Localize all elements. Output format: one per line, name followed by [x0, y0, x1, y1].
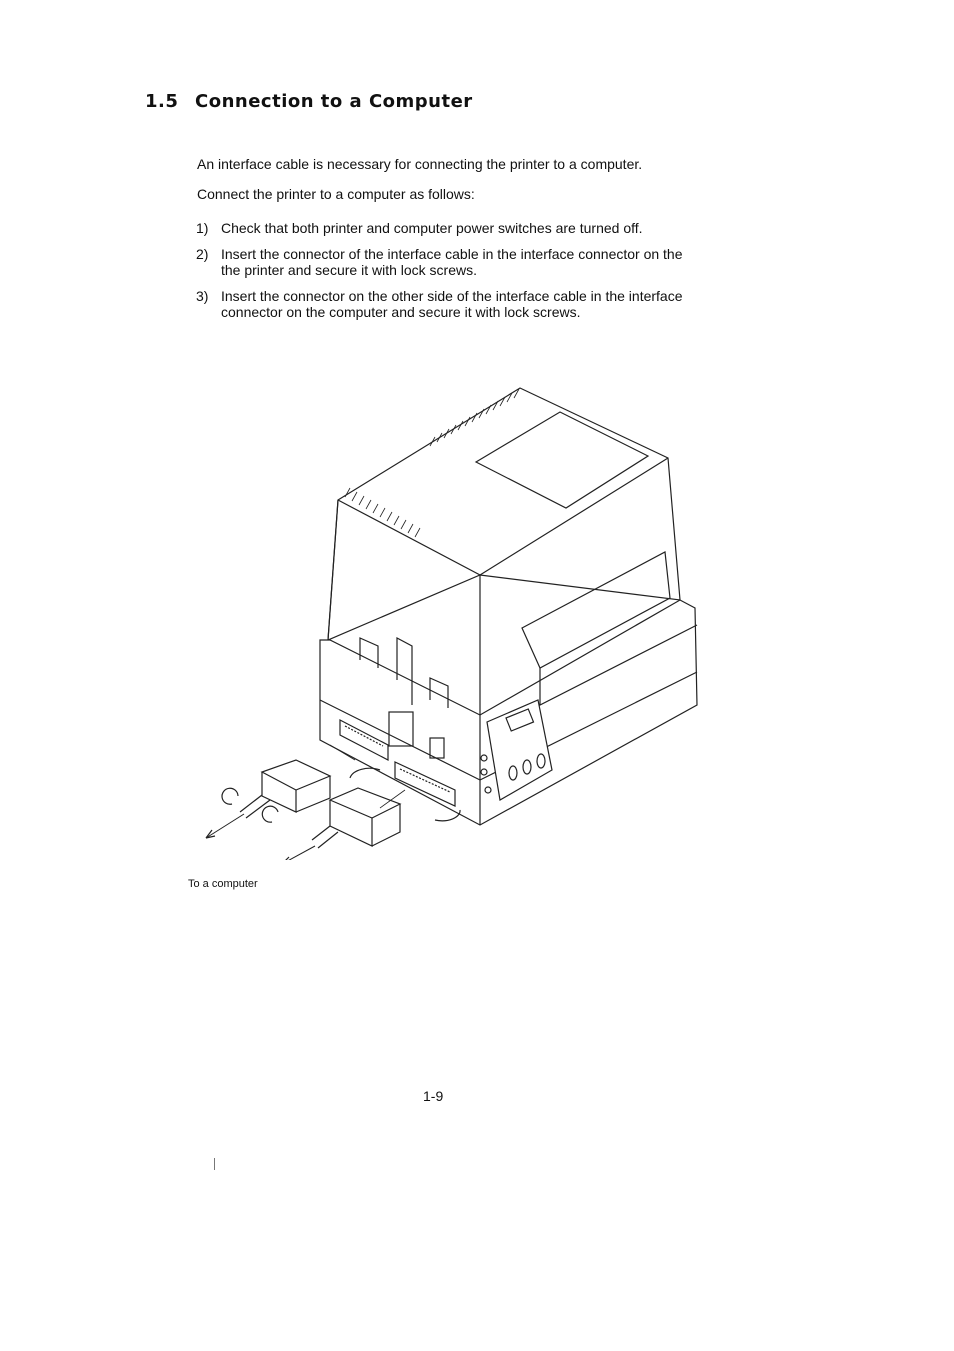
- lock-screw-icon: [222, 788, 238, 804]
- list-item: [196, 288, 736, 320]
- scan-mark: [214, 1158, 215, 1170]
- intro-paragraph-1: An interface cable is necessary for connecting the printer to a computer.: [197, 156, 643, 172]
- step-number: 1): [196, 220, 209, 236]
- section-number: 1.5: [145, 91, 179, 112]
- printer-connection-illustration: [190, 380, 720, 860]
- step-text: Check that both printer and computer power switches are turned off.: [221, 220, 643, 236]
- list-item: [196, 246, 736, 278]
- list-item: [196, 220, 736, 236]
- section-heading: [145, 91, 473, 112]
- step-text: Insert the connector of the interface cable in the interface connector on the: [221, 246, 683, 262]
- lock-screw-icon: [262, 806, 278, 822]
- page-number: 1-9: [423, 1088, 444, 1104]
- cable-connector-left: [206, 760, 330, 838]
- section-title: Connection to a Computer: [195, 91, 473, 112]
- step-number: 2): [196, 246, 209, 262]
- intro-paragraph-2: Connect the printer to a computer as follows:: [197, 186, 475, 202]
- steps-list: [196, 220, 736, 330]
- step-text: Insert the connector on the other side of the interface cable in the interface: [221, 288, 683, 304]
- cable-connector-right: [262, 788, 400, 860]
- figure-caption: To a computer: [188, 878, 258, 890]
- step-number: 3): [196, 288, 209, 304]
- step-text-continued: the printer and secure it with lock screws.: [221, 262, 477, 278]
- step-text-continued: connector on the computer and secure it with lock screws.: [221, 304, 581, 320]
